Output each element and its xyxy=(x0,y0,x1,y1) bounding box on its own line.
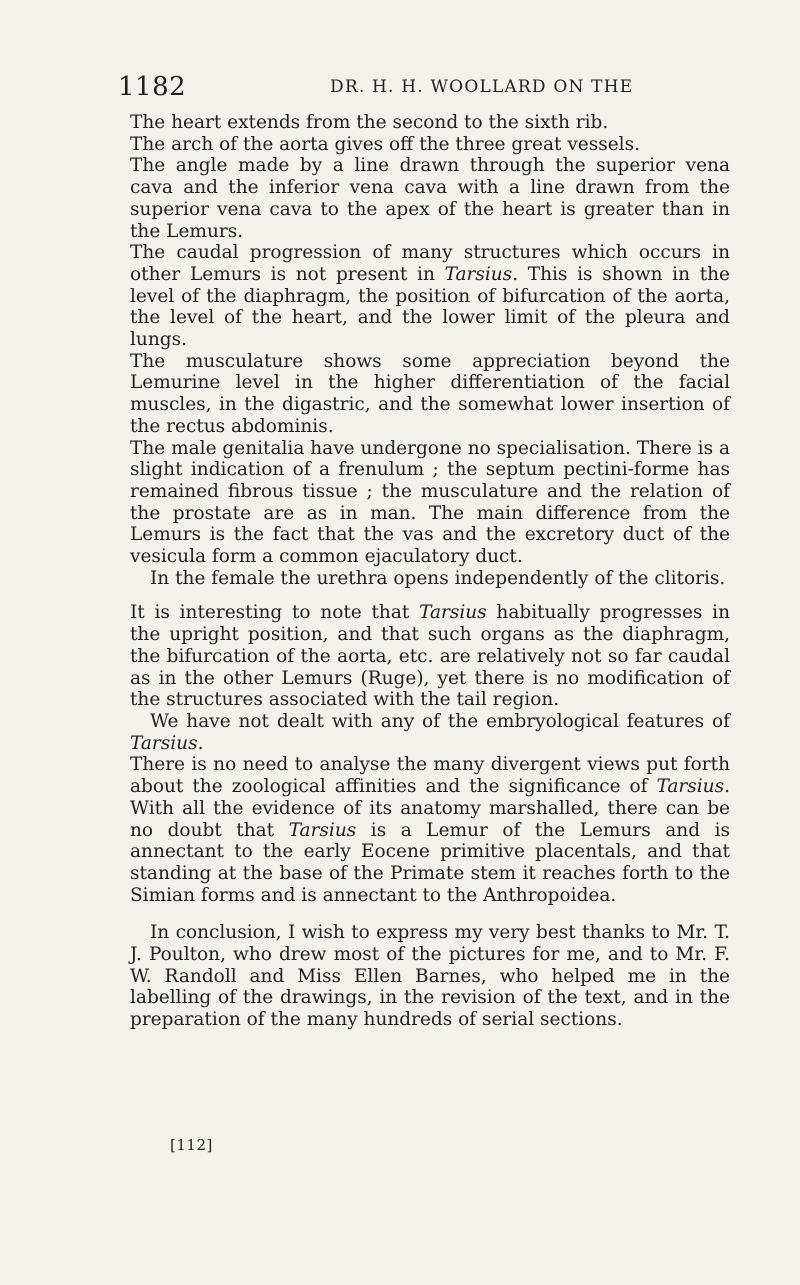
text-run: . This is shown in the level of the diaphragm, the position of bifurcation of the aorta, the level of the heart, and the lower limit of the pleura and lungs. xyxy=(130,263,730,351)
paragraph xyxy=(130,242,730,351)
paragraph xyxy=(130,754,730,906)
paragraph: The arch of the aorta gives off the three great vessels. xyxy=(130,133,640,155)
paragraph: In conclusion, I wish to express my very best thanks to Mr. T. J. Poulton, who drew most of the pictures for me, and to Mr. F. W. Randoll and Miss Ellen Barnes, who helped me in the labelling of the drawings, in the revision of the text, and in the preparation of the many hundreds of serial sections. xyxy=(130,922,730,1031)
italic-term: Tarsius xyxy=(130,732,198,754)
text-run: is a Lemur of the Lemurs and is annectant to the early Eocene primitive placentals, and that standing at the base of the Primate stem it reaches forth to the Simian forms and is annectant to the Anthropoidea. xyxy=(130,819,730,906)
text-run: habitually progresses in the upright position, and that such organs as the diaphragm, the bifurcation of the aorta, etc. are relatively not so far caudal as in the other Lemurs (Ruge), yet there is no modification of the structures associated with the tail region. xyxy=(130,602,730,711)
paragraph: In the female the urethra opens independently of the clitoris. xyxy=(150,567,726,589)
paragraph-gap xyxy=(130,589,730,602)
running-head: DR. H. H. WOOLLARD ON THE xyxy=(330,77,634,97)
paragraph: The angle made by a line drawn through the superior vena cava and the inferior vena cava with a line drawn from the superior vena cava to the apex of the heart is greater than in the Lemurs. xyxy=(130,155,730,242)
page-header xyxy=(118,72,728,104)
italic-term: Tarsius xyxy=(419,602,487,624)
text-run: It is interesting to note that xyxy=(130,602,420,624)
paragraph-gap xyxy=(130,906,730,922)
text-run: The caudal progression of many structures which occurs in other Lemurs is not present in xyxy=(130,242,730,285)
paragraph xyxy=(130,711,730,754)
paragraph: The male genitalia have undergone no specialisation. There is a slight indication of a frenulum ; the septum pectini-forme has remained fibrous tissue ; the musculature and the relation of the prostate are as in man. The main difference from the Lemurs is the fact that the vas and the excretory duct of the vesicula form a common ejaculatory duct. xyxy=(130,437,730,568)
text-run: . With all the evidence of its anatomy marshalled, there can be no doubt that xyxy=(130,776,730,841)
italic-term: Tarsius xyxy=(288,819,357,841)
text-run: We have not dealt with any of the embryological features of xyxy=(150,710,730,732)
text-run: . xyxy=(197,732,204,754)
paragraph xyxy=(130,602,730,711)
body-text xyxy=(130,112,730,1031)
paragraph: The heart extends from the second to the sixth rib. xyxy=(130,112,609,133)
page-footer-label: [112] xyxy=(170,1136,213,1154)
italic-term: Tarsius xyxy=(444,263,513,285)
text-run: There is no need to analyse the many divergent views put forth about the zoological affinities and the significance of xyxy=(130,754,730,798)
paragraph: The musculature shows some appreciation beyond the Lemurine level in the higher differentiation of the facial muscles, in the digastric, and the somewhat lower insertion of the rectus abdominis. xyxy=(130,350,730,437)
italic-term: Tarsius xyxy=(656,776,725,798)
page-number: 1182 xyxy=(118,72,187,102)
